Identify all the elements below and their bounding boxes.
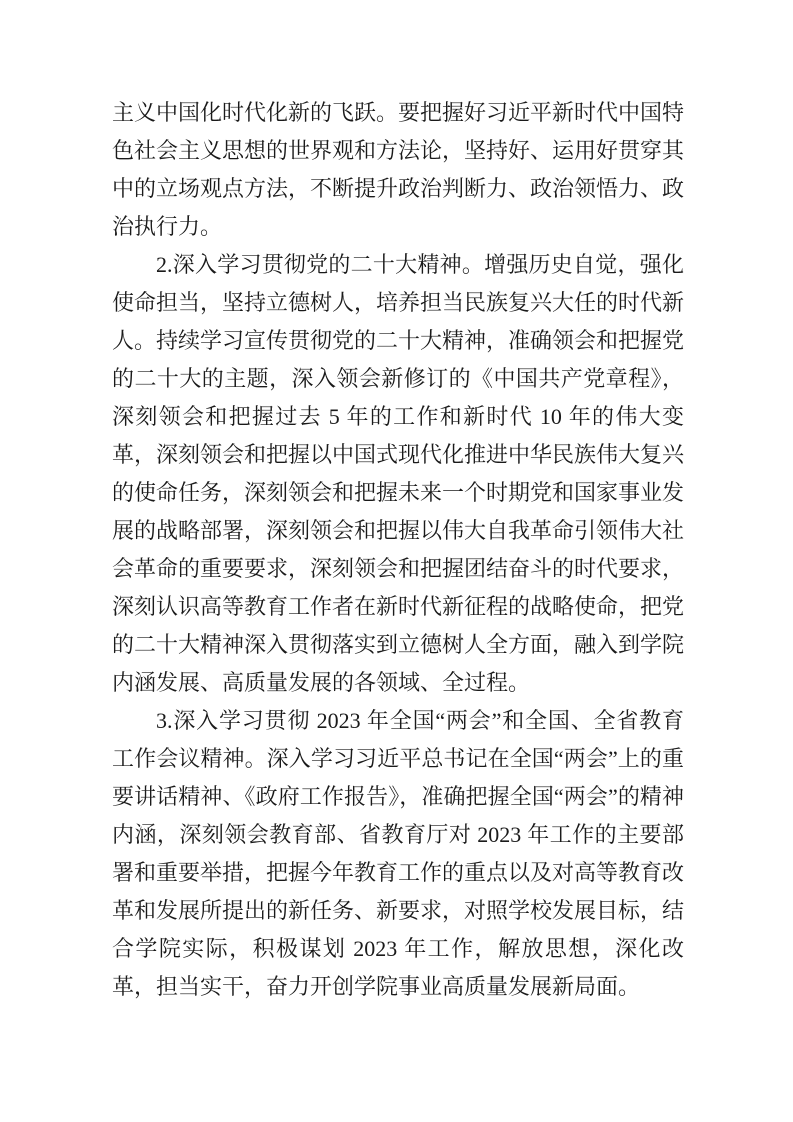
paragraph-continuation: 主义中国化时代化新的飞跃。要把握好习近平新时代中国特色社会主义思想的世界观和方法论，坚持好、运用好贯穿其中的立场观点方法，不断提升政治判断力、政治领悟力、政治执行力。: [112, 100, 685, 239]
paragraph-item-2: 2.深入学习贯彻党的二十大精神。增强历史自觉，强化使命担当，坚持立德树人，培养担当民族复兴大任的时代新人。持续学习宣传贯彻党的二十大精神，准确领会和把握党的二十大的主题，深入领会新修订的《中国共产党章程》，深刻领会和把握过去 5 年的工作和新时代 10 年的伟大变革，深刻领会和把握以中国式现代化推进中华民族伟大复兴的使命任务，深刻领会和把握未来一个时期党和国家事业发展的战略部署，深刻领会和把握以伟大自我革命引领伟大社会革命的重要要求，深刻领会和把握团结奋斗的时代要求，深刻认识高等教育工作者在新时代新征程的战略使命，把党的二十大精神深入贯彻落实到立德树人全方面，融入到学院内涵发展、高质量发展的各领域、全过程。: [112, 252, 685, 695]
page-body-text: [112, 94, 684, 1006]
paragraph-item-3: 3.深入学习贯彻 2023 年全国“两会”和全国、全省教育工作会议精神。深入学习习近平总书记在全国“两会”上的重要讲话精神、《政府工作报告》，准确把握全国“两会”的精神内涵，深刻领会教育部、省教育厅对 2023 年工作的主要部署和重要举措，把握今年教育工作的重点以及对高等教育改革和发展所提出的新任务、新要求，对照学校发展目标，结合学院实际，积极谋划 2023 年工作，解放思想，深化改革，担当实干，奋力开创学院事业高质量发展新局面。: [112, 708, 685, 999]
